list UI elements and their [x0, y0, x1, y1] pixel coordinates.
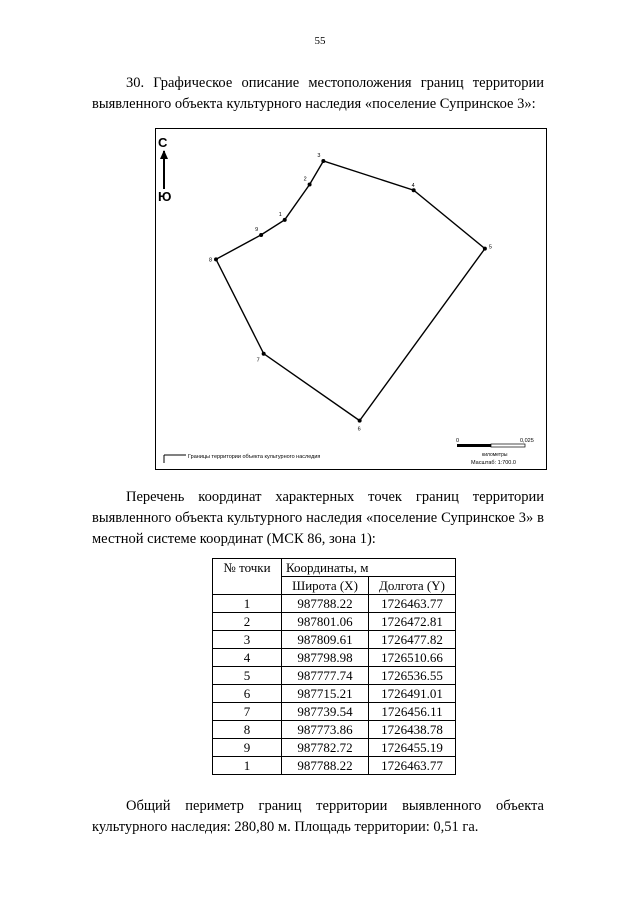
longitude-cell: 1726491.01 — [369, 685, 456, 703]
header-point-number: № точки — [213, 559, 282, 595]
section-heading — [92, 73, 544, 115]
section-heading-line-1: 30. Графическое описание местоположения границ территории — [126, 75, 544, 91]
longitude-cell: 1726463.77 — [369, 757, 456, 775]
latitude-cell: 987777.74 — [282, 667, 369, 685]
point-number-cell: 6 — [213, 685, 282, 703]
boundary-points — [209, 153, 492, 433]
boundary-map-canvas — [156, 129, 548, 471]
scale-ratio-label: Масштаб: 1:700.0 — [471, 460, 516, 466]
header-coordinates: Координаты, м — [282, 559, 456, 577]
summary — [92, 796, 544, 838]
point-number-cell: 1 — [213, 757, 282, 775]
longitude-cell: 1726477.82 — [369, 631, 456, 649]
point-number-cell: 3 — [213, 631, 282, 649]
table-row — [213, 595, 456, 613]
scale-bar — [456, 438, 534, 466]
section-heading-line-2: выявленного объекта культурного наследия «поселение Супринское 3»: — [92, 96, 536, 112]
boundary-point-5 — [483, 247, 487, 251]
scale-max-label: 0,025 — [520, 438, 534, 444]
summary-line-2: культурного наследия: 280,80 м. Площадь территории: 0,51 га. — [92, 819, 479, 835]
table-row — [213, 667, 456, 685]
boundary-point-label: 2 — [303, 176, 307, 183]
boundary-point-label: 8 — [209, 257, 213, 264]
point-number-cell: 9 — [213, 739, 282, 757]
coordinates-intro-line-2: выявленного объекта культурного наследия «поселение Супринское 3» в — [92, 510, 544, 526]
scale-segment-1 — [457, 444, 491, 447]
coordinates-table — [212, 558, 456, 775]
boundary-point-1 — [283, 218, 287, 222]
latitude-cell: 987773.86 — [282, 721, 369, 739]
latitude-cell: 987788.22 — [282, 757, 369, 775]
table-row — [213, 631, 456, 649]
table-row — [213, 685, 456, 703]
longitude-cell: 1726472.81 — [369, 613, 456, 631]
legend-label: Границы территории объекта культурного наследия — [188, 454, 321, 460]
latitude-cell: 987788.22 — [282, 595, 369, 613]
boundary-point-2 — [308, 183, 312, 187]
longitude-cell: 1726536.55 — [369, 667, 456, 685]
boundary-point-6 — [358, 419, 362, 423]
boundary-point-label: 1 — [278, 211, 282, 218]
coordinates-intro-line-1: Перечень координат характерных точек границ территории — [126, 489, 544, 505]
boundary-point-label: 4 — [411, 183, 415, 190]
map-legend — [164, 454, 320, 463]
summary-line-1: Общий периметр границ территории выявленного объекта — [126, 798, 544, 814]
boundary-point-7 — [262, 352, 266, 356]
latitude-cell: 987801.06 — [282, 613, 369, 631]
table-row — [213, 613, 456, 631]
table-row — [213, 739, 456, 757]
boundary-point-8 — [214, 257, 218, 261]
scale-segment-2 — [491, 444, 525, 447]
point-number-cell: 8 — [213, 721, 282, 739]
scale-zero-label: 0 — [456, 438, 460, 444]
north-arrow — [158, 135, 171, 204]
latitude-cell: 987715.21 — [282, 685, 369, 703]
scale-units-label: километры — [482, 452, 508, 458]
south-label: Ю — [158, 189, 172, 204]
point-number-cell: 5 — [213, 667, 282, 685]
boundary-point-label: 7 — [256, 357, 260, 364]
coordinates-intro — [92, 487, 544, 550]
boundary-point-9 — [259, 233, 263, 237]
boundary-point-label: 5 — [488, 244, 492, 251]
point-number-cell: 2 — [213, 613, 282, 631]
longitude-cell: 1726455.19 — [369, 739, 456, 757]
longitude-cell: 1726438.78 — [369, 721, 456, 739]
longitude-cell: 1726463.77 — [369, 595, 456, 613]
latitude-cell: 987782.72 — [282, 739, 369, 757]
table-row — [213, 649, 456, 667]
boundary-point-label: 6 — [357, 426, 361, 433]
north-arrow-head — [160, 150, 168, 159]
point-number-cell: 7 — [213, 703, 282, 721]
boundary-point-3 — [321, 159, 325, 163]
boundary-map — [155, 128, 547, 470]
boundary-point-label: 9 — [255, 226, 259, 233]
page-number: 55 — [314, 35, 326, 47]
north-label: С — [158, 135, 168, 150]
longitude-cell: 1726456.11 — [369, 703, 456, 721]
table-header-row — [213, 559, 456, 577]
coordinates-intro-line-3: местной системе координат (МСК 86, зона 1): — [92, 531, 376, 547]
boundary-point-label: 3 — [317, 153, 321, 159]
longitude-cell: 1726510.66 — [369, 649, 456, 667]
table-row — [213, 703, 456, 721]
point-number-cell: 4 — [213, 649, 282, 667]
latitude-cell: 987739.54 — [282, 703, 369, 721]
boundary-polygon — [216, 161, 485, 421]
table-row — [213, 757, 456, 775]
header-longitude: Долгота (Y) — [369, 577, 456, 595]
header-latitude: Широта (X) — [282, 577, 369, 595]
point-number-cell: 1 — [213, 595, 282, 613]
table-row — [213, 721, 456, 739]
latitude-cell: 987798.98 — [282, 649, 369, 667]
latitude-cell: 987809.61 — [282, 631, 369, 649]
